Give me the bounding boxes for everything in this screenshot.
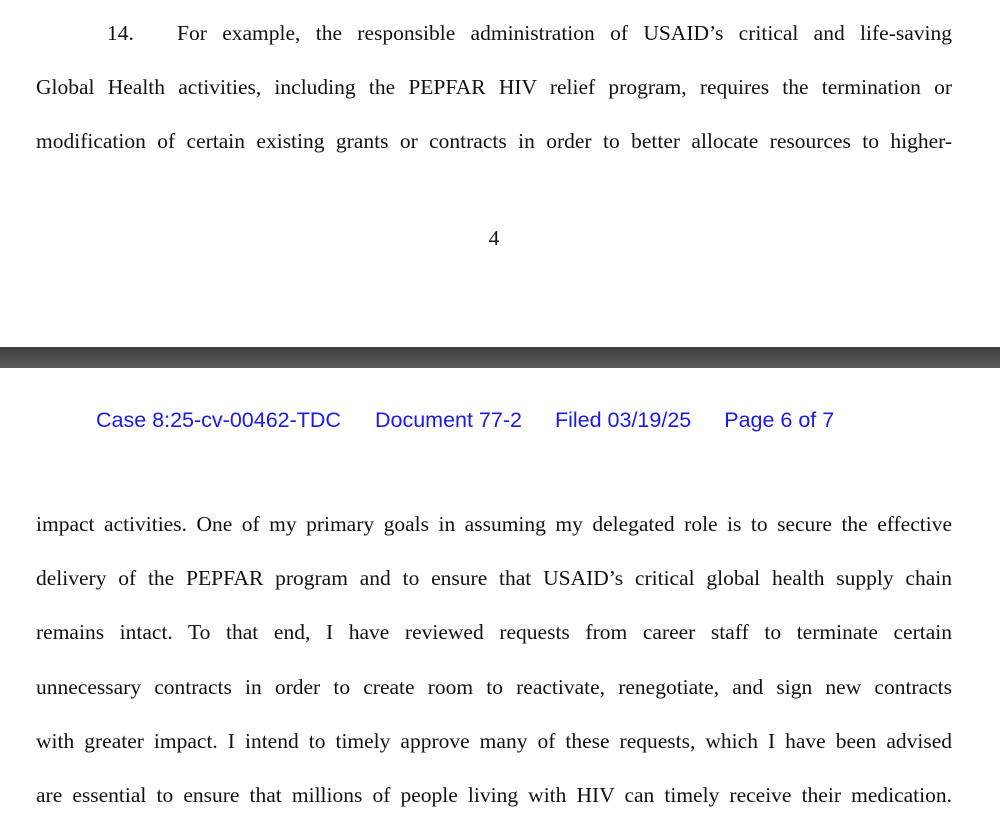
paragraph-line-2: Global Health activities, including the PEPFAR HIV relief program, requires the termination or [36, 75, 952, 99]
paragraph-line: remains intact. To that end, I have reviewed requests from career staff to terminate certain [36, 620, 952, 644]
document-number: Document 77-2 [374, 408, 522, 432]
court-filing-header [96, 407, 834, 433]
paragraph-line-3: modification of certain existing grants or contracts in order to better allocate resources to higher- [36, 129, 952, 153]
paragraph-line: unnecessary contracts in order to create room to reactivate, renegotiate, and sign new contracts [36, 675, 952, 699]
page-indicator: Page 6 of 7 [724, 408, 835, 432]
paragraph-line-1: For example, the responsible administration of USAID’s critical and life-saving [177, 21, 952, 45]
paragraph-line: with greater impact. I intend to timely approve many of these requests, which I have been advised [36, 729, 952, 753]
page-5-bottom-portion [0, 0, 1000, 347]
paragraph-line: are essential to ensure that millions of people living with HIV can timely receive their medication. [36, 783, 952, 807]
page-separator [0, 347, 1000, 368]
filed-date: Filed 03/19/25 [554, 408, 692, 432]
paragraph-line: impact activities. One of my primary goals in assuming my delegated role is to secure the effective [36, 512, 952, 536]
page-number: 4 [488, 226, 500, 250]
paragraph-number: 14. [107, 21, 134, 45]
paragraph-line: delivery of the PEPFAR program and to ensure that USAID’s critical global health supply chain [36, 566, 952, 590]
case-number: Case 8:25-cv-00462-TDC [96, 408, 341, 432]
